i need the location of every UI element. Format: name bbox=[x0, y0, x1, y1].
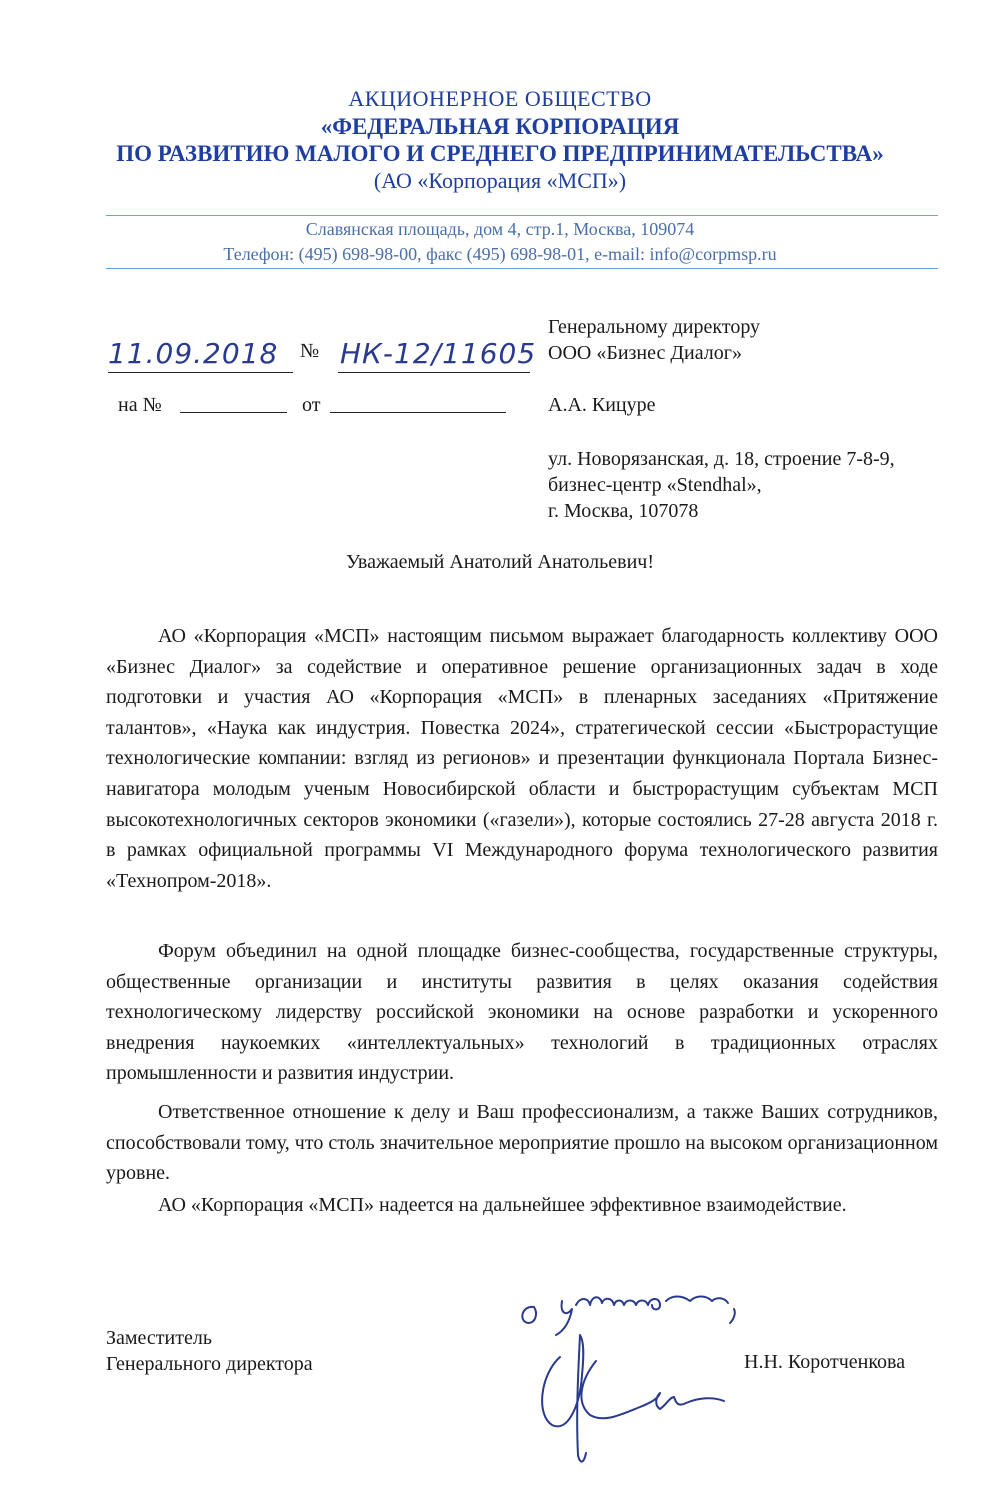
recipient-address-street: ул. Новорязанская, д. 18, строение 7-8-9, bbox=[548, 448, 895, 470]
org-name-line1: «ФЕДЕРАЛЬНАЯ КОРПОРАЦИЯ bbox=[320, 114, 680, 139]
handwritten-signature bbox=[500, 1265, 760, 1475]
signatory-title-line2: Генерального директора bbox=[106, 1353, 313, 1375]
reference-number-label: на № bbox=[118, 394, 162, 416]
recipient-address-city: г. Москва, 107078 bbox=[548, 500, 699, 522]
org-name-line2: ПО РАЗВИТИЮ МАЛОГО И СРЕДНЕГО ПРЕДПРИНИМАТЕЛЬСТВА» bbox=[116, 141, 884, 166]
recipient-name: А.А. Кицуре bbox=[548, 394, 656, 416]
org-contacts: Телефон: (495) 698-98-00, факс (495) 698-98-01, e-mail: info@corpmsp.ru bbox=[223, 244, 777, 264]
body-paragraph: Ответственное отношение к делу и Ваш профессионализм, а также Ваших сотрудников, способствовали тому, что столь значительное мероприятие прошло на высоком организационном уровне. bbox=[106, 1101, 938, 1185]
recipient-position: Генеральному директору bbox=[548, 316, 761, 338]
recipient-address-building: бизнес-центр «Stendhal», bbox=[548, 474, 762, 496]
salutation: Уважаемый Анатолий Анатольевич! bbox=[346, 551, 654, 573]
body-paragraph: Форум объединил на одной площадке бизнес-сообщества, государственные структуры, общественные организации и институты развития в целях оказания содействия технологическому лидерству российской экономики на основе разработки и ускоренного внедрения наукоемких «интеллектуальных» технологий в традиционных отраслях промышленности и развития индустрии. bbox=[106, 940, 938, 1085]
date-underline bbox=[108, 372, 293, 373]
recipient-company: ООО «Бизнес Диалог» bbox=[548, 342, 742, 364]
reference-date-label: от bbox=[302, 394, 321, 416]
org-type: АКЦИОНЕРНОЕ ОБЩЕСТВО bbox=[348, 86, 652, 111]
outgoing-date: 11.09.2018 bbox=[108, 337, 279, 370]
reference-date-blank bbox=[330, 412, 506, 413]
signatory-title-line1: Заместитель bbox=[106, 1327, 212, 1349]
outgoing-number: НК-12/11605 bbox=[340, 337, 537, 370]
number-label: № bbox=[300, 340, 320, 362]
letterhead-divider-bottom bbox=[106, 268, 938, 269]
body-paragraph: АО «Корпорация «МСП» настоящим письмом выражает благодарность коллективу ООО «Бизнес Диалог» за содействие и оперативное решение организационных задач в ходе подготовки и участия АО «Корпорация «МСП» в пленарных заседаниях «Притяжение талантов», «Наука как индустрия. Повестка 2024», стратегической сессии «Быстрорастущие технологические компании: взгляд из регионов» и презентации функционала Портала Бизнес-навигатора молодым ученым Новосибирской области и быстрорастущим субъектам МСП высокотехнологичных секторов экономики («газели»), которые состоялись 27-28 августа 2018 г. в рамках официальной программы VI Международного форума технологического развития «Технопром-2018». bbox=[106, 625, 938, 892]
letterhead-divider-top bbox=[106, 215, 938, 216]
org-address: Славянская площадь, дом 4, стр.1, Москва, 109074 bbox=[305, 219, 695, 239]
org-short-name: (АО «Корпорация «МСП») bbox=[373, 168, 627, 193]
reference-number-blank bbox=[180, 412, 287, 413]
body-paragraph: АО «Корпорация «МСП» надеется на дальнейшее эффективное взаимодействие. bbox=[158, 1194, 847, 1216]
signatory-name: Н.Н. Коротченкова bbox=[744, 1351, 906, 1373]
number-underline bbox=[338, 372, 530, 373]
